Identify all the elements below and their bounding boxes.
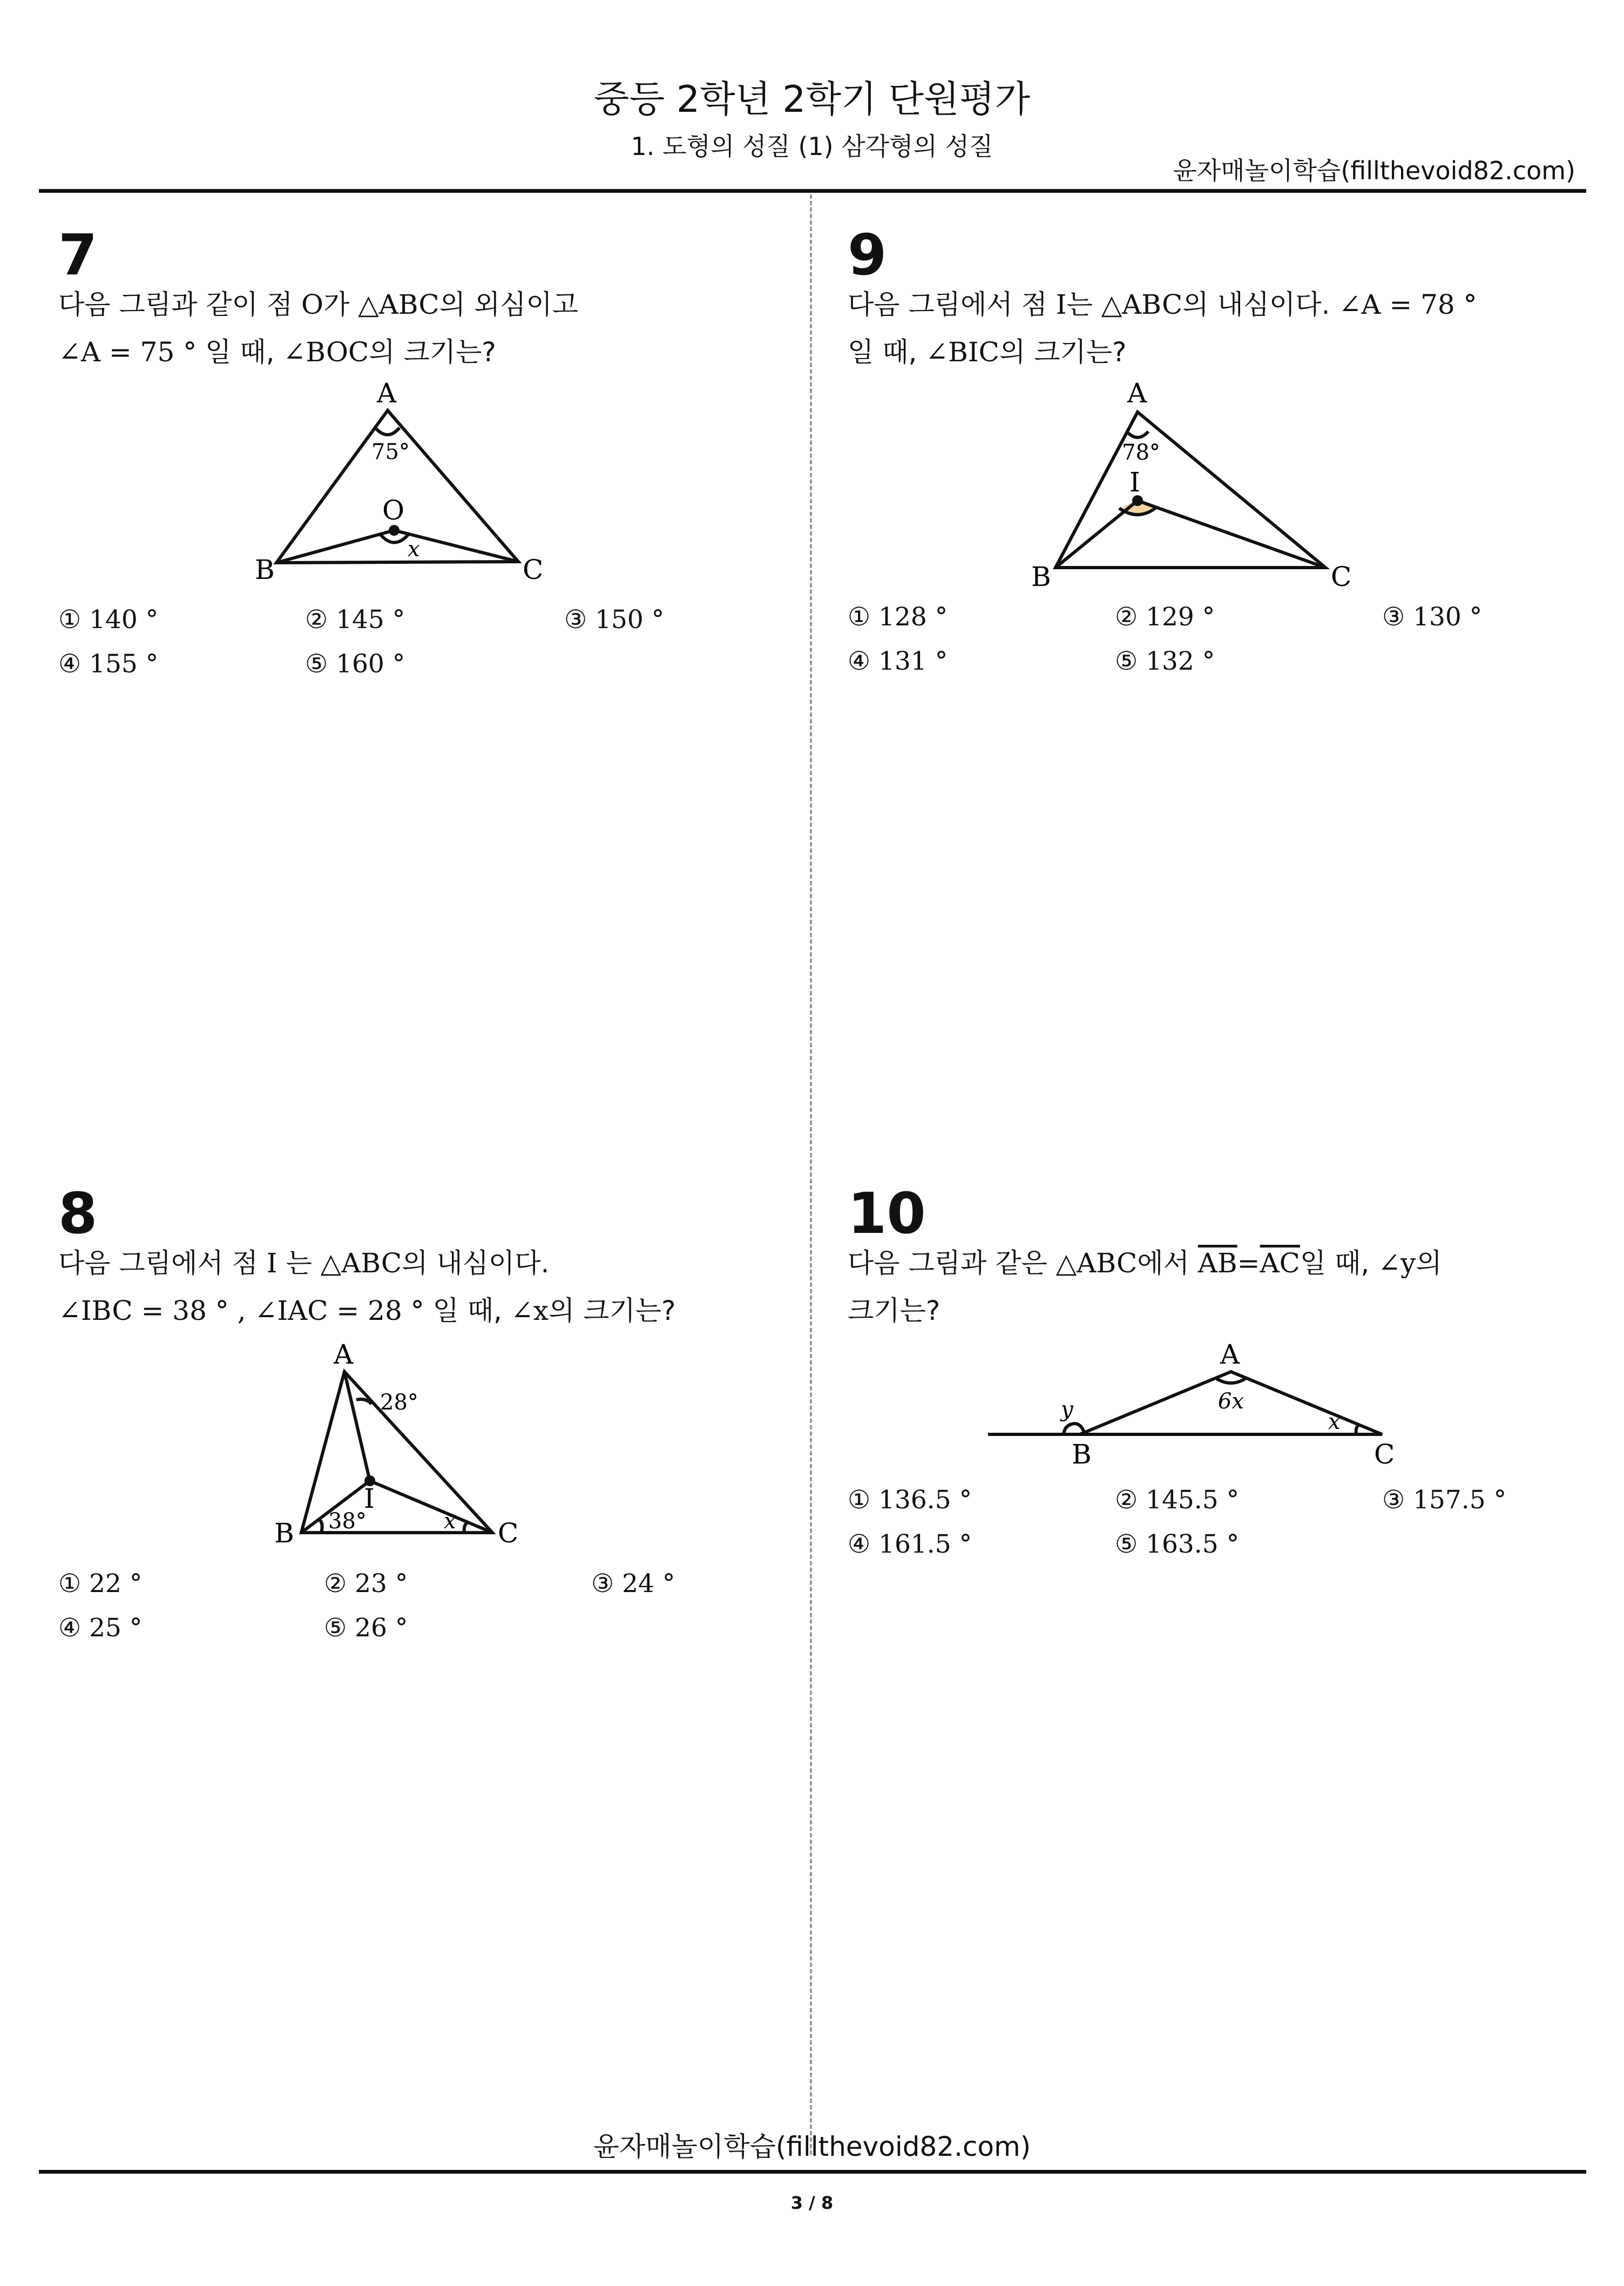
q8-label-i: I xyxy=(364,1483,375,1514)
q8-choice-2[interactable]: ② 23 ° xyxy=(324,1569,408,1599)
q7-choice-3[interactable]: ③ 150 ° xyxy=(564,605,665,635)
question-7-figure xyxy=(255,377,561,589)
q7-label-b: B xyxy=(255,554,275,585)
q10-label-b: B xyxy=(1072,1439,1092,1470)
q8-angle: ∠x xyxy=(510,1295,549,1326)
q7-choice-2[interactable]: ② 145 ° xyxy=(305,605,405,635)
q7-text: 의 외심이고 xyxy=(439,289,579,320)
q10-angle-a-label: 6x xyxy=(1218,1389,1244,1414)
question-7-number: 7 xyxy=(58,222,98,288)
q7-point: O xyxy=(301,289,323,320)
column-divider xyxy=(810,194,812,2155)
q7-text: 일 때, xyxy=(197,336,283,368)
question-10-text xyxy=(848,1239,1549,1334)
q9-text: 의 내심이다. xyxy=(1182,289,1339,320)
q8-text: 의 크기는? xyxy=(548,1295,676,1326)
site-credit-bottom: 윤자매놀이학습(fillthevoid82.com) xyxy=(593,2131,1031,2162)
q7-label-o: O xyxy=(382,495,404,526)
q9-angle: ∠A = 78 ° xyxy=(1338,289,1477,320)
q8-text: 는 xyxy=(277,1247,321,1279)
q8-choice-4[interactable]: ④ 25 ° xyxy=(58,1613,143,1643)
q9-choice-1[interactable]: ① 128 ° xyxy=(848,602,948,632)
q10-text: 의 xyxy=(1416,1247,1442,1279)
q9-choice-2[interactable]: ② 129 ° xyxy=(1115,602,1215,632)
question-10-number: 10 xyxy=(848,1181,926,1246)
q10-triangle: △ABC xyxy=(1055,1247,1138,1279)
q10-choice-4[interactable]: ④ 161.5 ° xyxy=(848,1529,972,1559)
q9-label-b: B xyxy=(1031,561,1051,592)
q7-segment-ob xyxy=(276,530,394,563)
q9-text: 다음 그림에서 점 xyxy=(848,289,1056,320)
question-8-text xyxy=(58,1239,760,1334)
q9-triangle: △ABC xyxy=(1101,289,1183,320)
q7-triangle-shape xyxy=(276,410,518,563)
q10-choice-2[interactable]: ② 145.5 ° xyxy=(1115,1485,1240,1515)
q8-text: 일 때, xyxy=(424,1295,511,1326)
q7-angle: ∠A = 75 ° xyxy=(58,336,197,368)
q7-choice-5[interactable]: ⑤ 160 ° xyxy=(305,649,405,679)
q7-angle: ∠BOC xyxy=(283,336,369,368)
q8-label-b: B xyxy=(274,1518,294,1549)
q10-choice-5[interactable]: ⑤ 163.5 ° xyxy=(1115,1529,1240,1559)
q7-angle-a-label: 75° xyxy=(371,440,410,464)
q7-text: 가 xyxy=(323,289,358,320)
q10-angle-y-label: y xyxy=(1061,1397,1073,1422)
q9-text: 의 크기는? xyxy=(999,336,1127,368)
page-title: 중등 2학년 2학기 단원평가 xyxy=(593,78,1031,121)
q9-label-c: C xyxy=(1331,561,1352,592)
q8-point: I xyxy=(266,1247,278,1279)
q8-text: 의 내심이다. xyxy=(402,1247,550,1279)
question-7-text xyxy=(58,281,760,376)
page-subtitle: 1. 도형의 성질 (1) 삼각형의 성질 xyxy=(631,132,993,161)
q7-point-o xyxy=(389,525,400,536)
question-9-number: 9 xyxy=(848,222,887,288)
q9-angle: ∠BIC xyxy=(925,336,999,368)
q9-label-i: I xyxy=(1129,467,1140,498)
q8-label-a: A xyxy=(334,1339,354,1370)
site-credit-top: 윤자매놀이학습(fillthevoid82.com) xyxy=(1173,156,1575,185)
q10-label-c: C xyxy=(1374,1439,1395,1470)
q10-equals: = xyxy=(1237,1247,1260,1279)
q9-text: 는 xyxy=(1066,289,1101,320)
q8-angles: ∠IBC = 38 ° , ∠IAC = 28 ° xyxy=(58,1295,424,1326)
q9-choice-5[interactable]: ⑤ 132 ° xyxy=(1115,646,1215,676)
q7-choice-1[interactable]: ① 140 ° xyxy=(58,605,159,635)
q8-angle-x-label: x xyxy=(444,1509,456,1534)
q8-segment-ai xyxy=(344,1372,370,1481)
q10-choice-1[interactable]: ① 136.5 ° xyxy=(848,1485,972,1515)
q8-choice-1[interactable]: ① 22 ° xyxy=(58,1569,143,1599)
q7-angle-arc-a xyxy=(375,428,400,435)
q8-angle-a-label: 28° xyxy=(380,1390,418,1415)
q10-label-a: A xyxy=(1220,1339,1240,1370)
footer-rule xyxy=(39,2170,1586,2174)
q9-point: I xyxy=(1055,289,1067,320)
question-9-text xyxy=(848,281,1549,376)
q7-text: 의 크기는? xyxy=(369,336,496,368)
q10-segment-ab: $\overline{AB}$ xyxy=(1197,1247,1237,1279)
q7-label-a: A xyxy=(377,377,397,409)
q8-segment-ic xyxy=(370,1481,492,1533)
q8-text: 다음 그림에서 점 xyxy=(58,1247,267,1279)
q7-text: 다음 그림과 같이 점 xyxy=(58,289,301,320)
q8-angle-arc-a xyxy=(356,1399,371,1404)
question-8-figure xyxy=(270,1339,551,1555)
q7-triangle: △ABC xyxy=(358,289,439,320)
q10-segment-ac: $\overline{AC}$ xyxy=(1260,1247,1300,1279)
q9-angle-a-label: 78° xyxy=(1122,440,1160,465)
question-9-figure xyxy=(1026,375,1371,591)
q10-angle-x-label: x xyxy=(1328,1410,1341,1434)
q9-triangle-shape xyxy=(1055,412,1325,568)
q8-triangle: △ABC xyxy=(320,1247,402,1279)
q9-choice-3[interactable]: ③ 130 ° xyxy=(1382,602,1483,632)
q10-choice-3[interactable]: ③ 157.5 ° xyxy=(1382,1485,1507,1515)
q8-angle-b-label: 38° xyxy=(328,1509,367,1534)
q7-label-c: C xyxy=(523,554,544,585)
q7-angle-x-label: x xyxy=(408,537,420,562)
q8-choice-3[interactable]: ③ 24 ° xyxy=(591,1569,675,1599)
q10-angle-arc-a xyxy=(1216,1378,1246,1383)
q10-text: 일 때, xyxy=(1300,1247,1378,1279)
q8-label-c: C xyxy=(498,1518,519,1549)
q7-choice-4[interactable]: ④ 155 ° xyxy=(58,649,159,679)
question-8-number: 8 xyxy=(58,1181,98,1246)
q9-choice-4[interactable]: ④ 131 ° xyxy=(848,646,948,676)
q8-angle-arc-b xyxy=(319,1519,322,1533)
q10-text: 다음 그림과 같은 xyxy=(848,1247,1056,1279)
q10-text: 에서 xyxy=(1137,1247,1198,1279)
q10-angle: ∠y xyxy=(1378,1247,1416,1279)
header-rule xyxy=(39,189,1586,193)
q9-angle-arc-a xyxy=(1127,431,1148,437)
q9-text: 일 때, xyxy=(848,336,926,368)
q8-choice-5[interactable]: ⑤ 26 ° xyxy=(324,1613,408,1643)
q10-text: 크기는? xyxy=(848,1295,940,1326)
page-number: 3 / 8 xyxy=(790,2193,834,2213)
q9-segment-ic xyxy=(1138,501,1325,568)
question-10-figure xyxy=(983,1339,1415,1480)
q9-label-a: A xyxy=(1127,377,1147,409)
